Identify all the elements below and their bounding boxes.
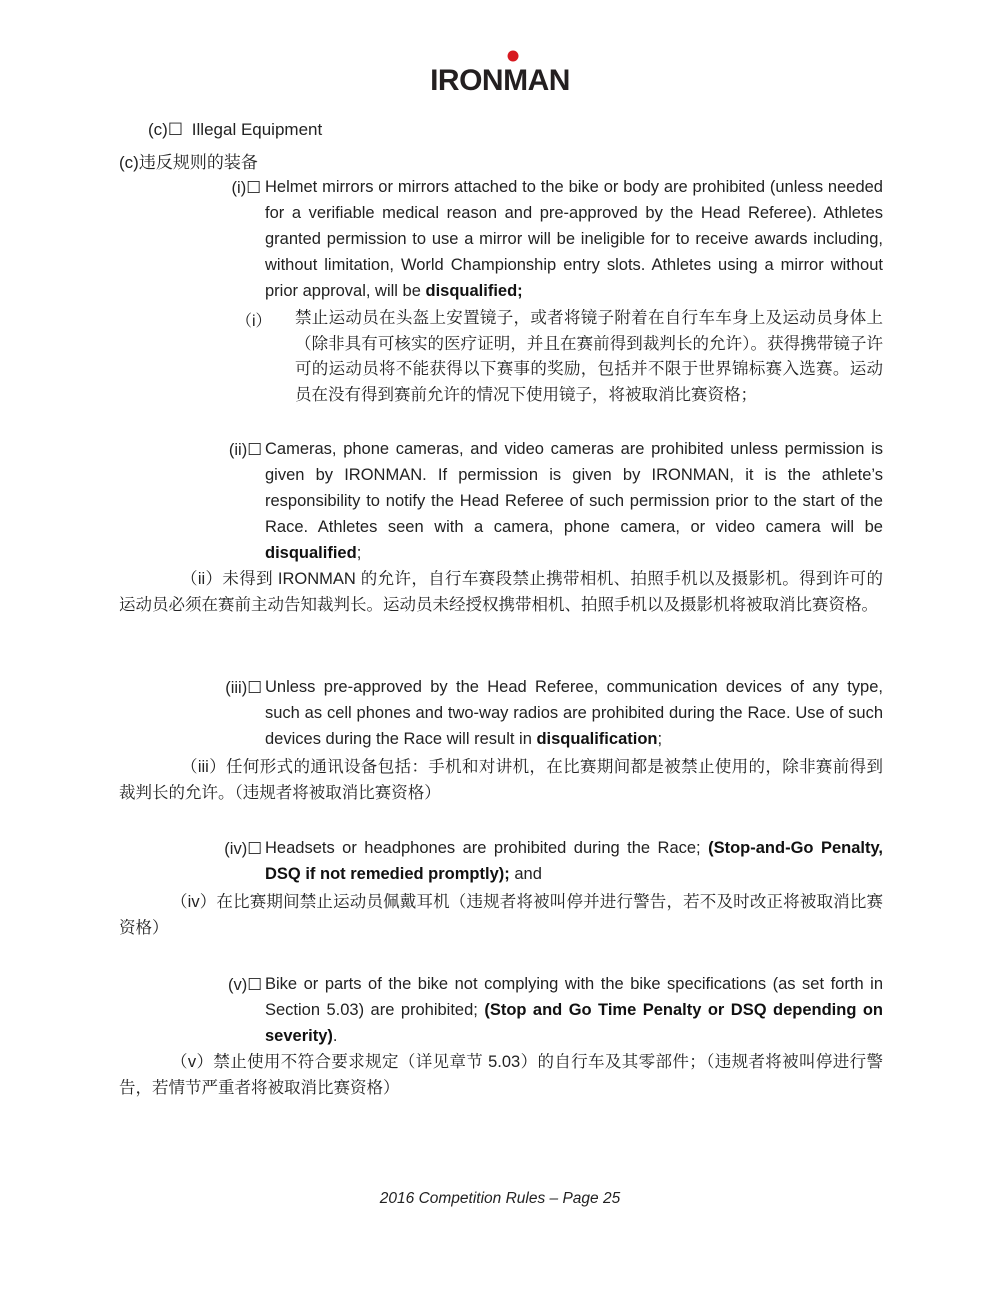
section-title: Illegal Equipment	[191, 120, 323, 139]
ironman-logo-mark	[410, 50, 590, 95]
rule-paragraph-zh: 禁止运动员在头盔上安置镜子，或者将镜子附着在自行车车身上及运动员身体上（除非具有可核实的医疗证明，并且在赛前得到裁判长的允许）。获得携带镜子许可的运动员将不能获得以下赛事的奖励，包括并不限于世界锦标赛入选赛。运动员在没有得到赛前允许的情况下使用镜子，将被取消比赛资格；	[295, 309, 883, 404]
item-number: (v)☐	[227, 976, 262, 994]
rule-paragraph: Headsets or headphones are prohibited during the Race; (Stop-and-Go Penalty, DSQ if not remedied promptly); and	[265, 839, 883, 883]
section-title-zh: (c)违反规则的装备	[119, 153, 258, 172]
section-heading	[148, 120, 322, 140]
item-number-zh: （i）	[236, 313, 272, 330]
section-label: (c)☐	[148, 120, 184, 139]
rule-paragraph: Unless pre-approved by the Head Referee, communication devices of any type, such as cell phones and two-way radios are prohibited during the Race. Use of such devices during the Race will result in disqualification;	[265, 678, 883, 748]
rule-paragraph: Helmet mirrors or mirrors attached to the bike or body are prohibited (unless needed for a verifiable medical reason and pre-approved by the Head Referee). Athletes granted permission to use a mirror will be ineligible for to receive awards including, without limitation, World Championship entry slots. Athletes using a mirror without prior approval, will be disqualified;	[265, 178, 883, 300]
rule-paragraph: Cameras, phone cameras, and video cameras are prohibited unless permission is given by IRONMAN. If permission is given by IRONMAN, it is the athlete’s responsibility to notify the Head Referee of such permission prior to the start of the Race. Athletes seen with a camera, phone camera, or video camera will be disqualified;	[265, 440, 883, 562]
rule-paragraph: Bike or parts of the bike not complying with the bike specifications (as set forth in Section 5.03) are prohibited; (Stop and Go Time Penalty or DSQ depending on severity).	[265, 975, 883, 1045]
rule-paragraph-zh: （iii）任何形式的通讯设备包括：手机和对讲机，在比赛期间都是被禁止使用的，除非赛前得到裁判长的允许。（违规者将被取消比赛资格）	[119, 758, 883, 802]
item-number: (iii)☐	[225, 679, 262, 697]
item-number: (iv)☐	[224, 840, 262, 858]
ironman-logo	[0, 50, 1000, 100]
rule-paragraph-zh: （ii）未得到 IRONMAN 的允许，自行车赛段禁止携带相机、拍照手机以及摄影机。得到许可的运动员必须在赛前主动告知裁判长。运动员未经授权携带相机、拍照手机以及摄影机将被取消比赛资格。	[119, 570, 883, 614]
rule-paragraph-zh: （v）禁止使用不符合要求规定（详见章节 5.03）的自行车及其零部件；（违规者将被叫停进行警告，若情节严重者将被取消比赛资格）	[119, 1053, 883, 1097]
svg-text:IRONMAN: IRONMAN	[430, 64, 570, 95]
rule-paragraph-zh: （iv）在比赛期间禁止运动员佩戴耳机（违规者将被叫停并进行警告，若不及时改正将被取消比赛资格）	[119, 893, 883, 937]
item-number: (i)☐	[231, 179, 261, 197]
item-number: (ii)☐	[228, 441, 262, 459]
page-footer: 2016 Competition Rules – Page 25	[379, 1190, 621, 1207]
